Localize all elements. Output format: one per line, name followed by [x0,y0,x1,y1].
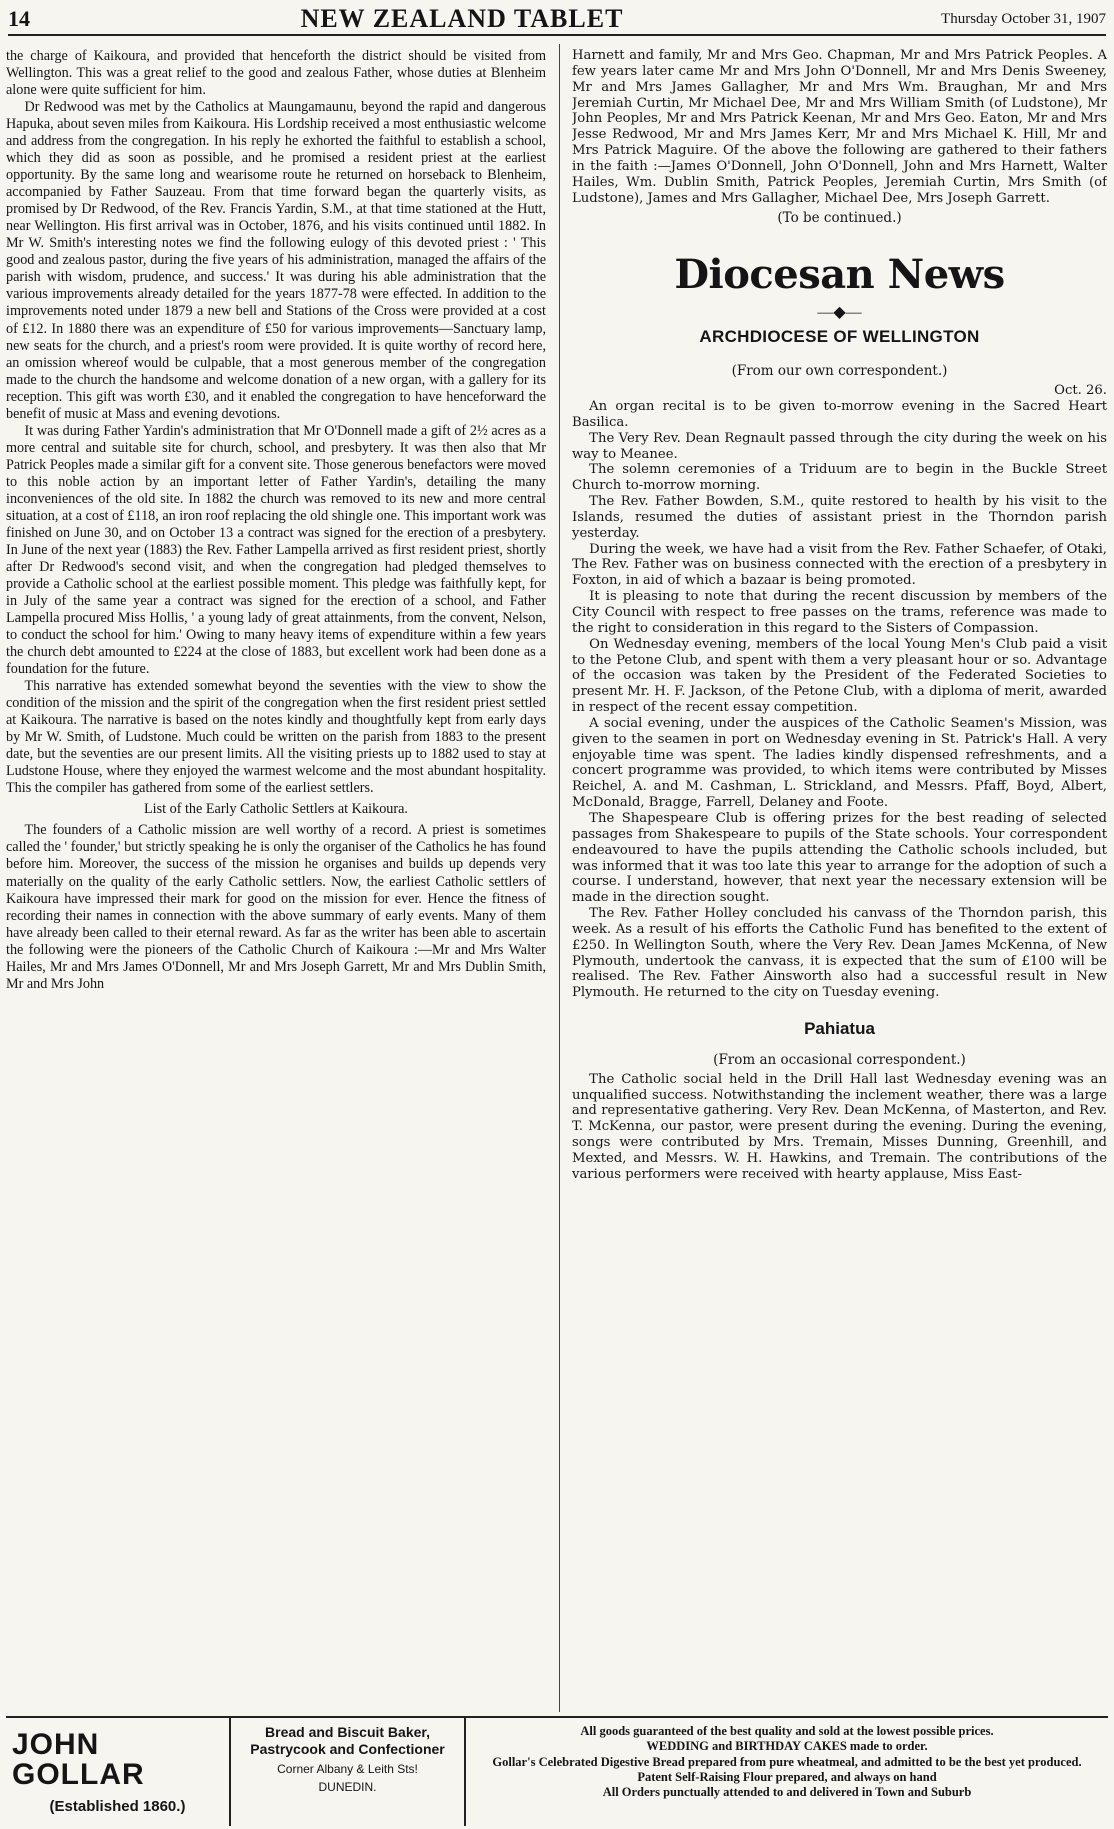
issue-date: Thursday October 31, 1907 [941,10,1106,27]
ornament-divider: —◆— [817,303,862,321]
news-paragraph: It is pleasing to note that during the recent discussion by members of the City Council with respect to free passes on the trams, reference was made to the right to consideration in this regard to the Sisters of Compassion. [572,589,1107,636]
notice-line: WEDDING and BIRTHDAY CAKES made to order. [646,1739,928,1754]
to-be-continued: (To be continued.) [777,210,902,227]
article-paragraph: Dr Redwood was met by the Catholics at Maungamaunu, beyond the rapid and dangerous Hapuka, about seven miles from Kaikoura. His Lordship received a most enthusiastic welcome and address from the congregation. In his reply he exhorted the faithful to establish a school, which they did as soon as possible, and he promised a resident priest at the earliest opportunity. By the same long and wearisome route he returned on horseback to Blenheim, accompanied by Father Sauzeau. From that time forward began the quarterly visits, as promised by Dr Redwood, of the Rev. Francis Yardin, S.M., at that time stationed at the Hutt, near Wellington. His first arrival was in October, 1876, and his visits continued until 1882. In Mr W. Smith's interesting notes we find the following eulogy of this devoted priest : ' This good and zealous pastor, during the five years of his administration, managed the affairs of the parish with wisdom, prudence, and success.' It was during his able administration that the various improvements already detailed for the years 1877-78 were effected. In addition to the improvements noted under 1879 a new bell and Stations of the Cross were provided at a cost of £12. In 1880 there was an expenditure of £50 for various improvements—Sanctuary lamp, new seats for the church, and a priest's room were provided. It is quite worthy of record here, an omission whereof would be culpable, that a most generous member of the congregation made to the church the handsome and welcome donation of a new organ, with a gallery for its reception. This gift was worth £30, and it enabled the congregation to have henceforward the benefit of music at Mass and evening devotions. [6,99,546,422]
wellington-news [572,363,1107,1001]
trades-line: Pastrycook and Confectioner [250,1740,445,1757]
article-continuation [572,48,1107,227]
trades-block [231,1718,466,1826]
notice-block [466,1718,1108,1826]
news-paragraph: The Shapespeare Club is offering prizes for the best reading of selected passages from Shakespeare to pupils of the State schools. Your correspondent endeavoured to have the pupils attending the Catholic schools included, but was informed that it was too late this year to arrange for the adoption of such a course. I understand, however, that next year the necessary extension will be made in the direction sought. [572,810,1107,906]
address-line: Corner Albany & Leith Sts! [277,1761,418,1776]
news-paragraph: The Very Rev. Dean Regnault passed through the city during the week on his way to Meanee. [572,430,1107,462]
news-paragraph: A social evening, under the auspices of the Catholic Seamen's Mission, was given to the seamen in port on Wednesday evening in St. Patrick's Hall. A very enjoyable time was spent. The ladies kindly dispensed refreshments, and a concert programme was provided, to which items were contributed by Misses Reichel, A. and M. Cashman, L. Strickland, and Messrs. Pfaff, Boyd, Albert, McDonald, Bragge, Farrell, Delaney and Foote. [572,715,1107,811]
news-paragraph: During the week, we have had a visit from the Rev. Father Schaefer, of Otaki, The Rev. Father was on business connected with the erection of a presbytery in Foxton, in aid of which a bazaar is being promoted. [572,541,1107,589]
news-paragraph: The Rev. Father Holley concluded his canvass of the Thorndon parish, this week. As a result of his efforts the Catholic Fund has benefited to the extent of £250. In Wellington South, where the Very Rev. Dean James McKenna, of New Plymouth, undertook the canvass, it is expected that the sum of £100 will be realised. The Rev. Father Ainsworth also had a successful result in New Plymouth. He returned to the city on Tuesday evening. [572,906,1107,1001]
pahiatua-news [572,1052,1107,1183]
article-paragraph: This narrative has extended somewhat beyond the seventies with the view to show the condition of the mission and the spirit of the congregation when the first resident priest settled at Kaikoura. The narrative is based on the notes kindly and thoughtfully kept from early days by Mr W. Smith, of Ludstone. Much could be written on the parish from 1883 to the present date, but the seventies are our present limits. All the visiting priests up to 1882 used to stay at Ludstone House, where they enjoyed the warmest welcome and the most abundant hospitality. This the compiler has gathered from some of the earliest settlers. [6,678,546,797]
settlers-list-heading: List of the Early Catholic Settlers at Kaikoura. [144,801,408,818]
article-paragraph: The founders of a Catholic mission are well worthy of a record. A priest is sometimes called the ' founder,' but strictly speaking he is only the organiser of the Catholics he has found before him. Moreover, the success of the mission he organises and builds up depends very materially on the quality of the early Catholic settlers. Now, the earliest Catholic settlers of Kaikoura have impressed their mark for good on the mission for ever. Hence the fitness of recording their names in connection with the above summary of early events. Many of them have already been called to their eternal reward. As far as the writer has been able to ascertain the following were the pioneers of the Catholic Church of Kaikoura :—Mr and Mrs Walter Hailes, Mr and Mrs James O'Donnell, Mr and Mrs Joseph Garrett, Mr and Mrs Dublin Smith, Mr and Mrs John [6,822,546,992]
notice-line: All Orders punctually attended to and delivered in Town and Suburb [602,1785,972,1799]
established-line: (Established 1860.) [49,1797,186,1815]
address-line: DUNEDIN. [318,1779,377,1794]
article-paragraph: the charge of Kaikoura, and provided that henceforth the district should be visited from Wellington. This was a great relief to the good and zealous Father, whose duties at Blenheim alone were quite sufficient for him. [6,48,546,99]
notice-line: All goods guaranteed of the best quality and sold at the lowest possible prices. [580,1724,994,1738]
column-divider [559,44,560,1712]
notice-line: Gollar's Celebrated Digestive Bread prepared from pure wheatmeal, and admitted to be the best yet produced. Patent Self-Raising Flour prepared, and always on hand [492,1754,1082,1784]
correspondent-line: (From an occasional correspondent.) [713,1051,966,1068]
newspaper-title: NEW ZEALAND TABLET [300,4,624,33]
page-number: 14 [8,6,30,31]
news-paragraph: The Rev. Father Bowden, S.M., quite restored to health by his visit to the Islands, resumed the duties of assistant priest in the Thorndon parish yesterday. [572,494,1107,541]
news-paragraph: The Catholic social held in the Drill Hall last Wednesday evening was an unqualified success. Notwithstanding the inclement weather, there was a large and representative gathering. Very Rev. Dean McKenna, of Masterton, and Rev. T. McKenna, our pastor, were present during the evening. During the evening, songs were contributed by Mrs. Tremain, Misses Dunning, Greenhill, and Mexted, and Messrs. W. H. Hawkins, and Tremain. The contributions of the various performers were received with hearty applause, Miss East- [572,1071,1107,1182]
news-paragraph: The solemn ceremonies of a Triduum are to begin in the Buckle Street Church to-morrow morning. [572,462,1107,494]
footer-advertisement [6,1716,1108,1826]
section-title: Diocesan News [674,250,1005,298]
news-paragraph: On Wednesday evening, members of the local Young Men's Club paid a visit to the Petone Club, and spent with them a very pleasant hour or so. Advantage of the occasion was taken by the President of the Federated Societies to present Mr. H. F. Jackson, of the Petone Club, with a diploma of merit, awarded in respect of the recent essay competition. [572,636,1107,716]
article-paragraph: It was during Father Yardin's administration that Mr O'Donnell made a gift of 2½ acres as a more central and suitable site for church, school, and presbytery. It was then also that Mr Patrick Peoples made a similar gift for a convent site. Those generous benefactors were moved to this noble action by an important letter of Father Yardin's, detailing the many inconveniences of the old site. In 1882 the church was removed to its new and more central situation, at a cost of £118, an iron roof replacing the old shingle one. This important work was finished on June 30, and on October 13 a contract was signed for the erection of a presbytery. In June of the next year (1883) the Rev. Father Lampella arrived as first resident priest, shortly after Dr Redwood's second visit, and when the congregation had pledged themselves to provide a Catholic school at the earliest possible moment. This pledge was faithfully kept, for in July of the same year a contract was signed for the erection of a school, and Father Lampella procured Miss Hollis, ' a young lady of great attainments, from the convent, Nelson, to conduct the school for him.' Owing to many heavy items of expenditure within a few years the church debt amounted to £224 at the close of 1883, but excellent work had been done as a foundation for the future. [6,422,546,678]
left-column [6,48,546,1708]
continuation-paragraph: Harnett and family, Mr and Mrs Geo. Chapman, Mr and Mrs Patrick Peoples. A few years later came Mr and Mrs John O'Donnell, Mr and Mrs Denis Sweeney, Mr and Mrs James Gallagher, Mr and Mrs Wm. Braughan, Mr and Mrs Jeremiah Curtin, Mr Michael Dee, Mr and Mrs William Smith (of Ludstone), Mr John Peoples, Mr and Mrs Patrick Keenan, Mr and Mrs Geo. Eaton, Mr and Mrs Jesse Redwood, Mr and Mrs James Kerr, Mr and Mrs Michael K. Hill, Mr and Mrs Patrick Maguire. Of the above the following are gathered to their fathers in the faith :—James O'Donnell, John O'Donnell, John and Mrs Harnett, Walter Hailes, Wm. Dublin Smith, Patrick Peoples, Jeremiah Curtin, Mrs Smith (of Ludstone), James and Mrs Gallagher, Michael Dee, Mrs Joseph Garrett. [572,48,1107,206]
masthead [8,4,1106,36]
pahiatua-heading: Pahiatua [804,1019,875,1039]
archdiocese-heading: ARCHDIOCESE OF WELLINGTON [699,326,980,346]
trades-line: Bread and Biscuit Baker, [265,1724,430,1740]
advertiser-block [6,1718,231,1826]
news-paragraph: An organ recital is to be given to-morrow evening in the Sacred Heart Basilica. [572,399,1107,430]
advertiser-name: JOHN GOLLAR [12,1727,145,1791]
right-column [572,48,1107,1708]
dateline: Oct. 26. [1054,383,1107,399]
correspondent-line: (From our own correspondent.) [731,363,948,380]
